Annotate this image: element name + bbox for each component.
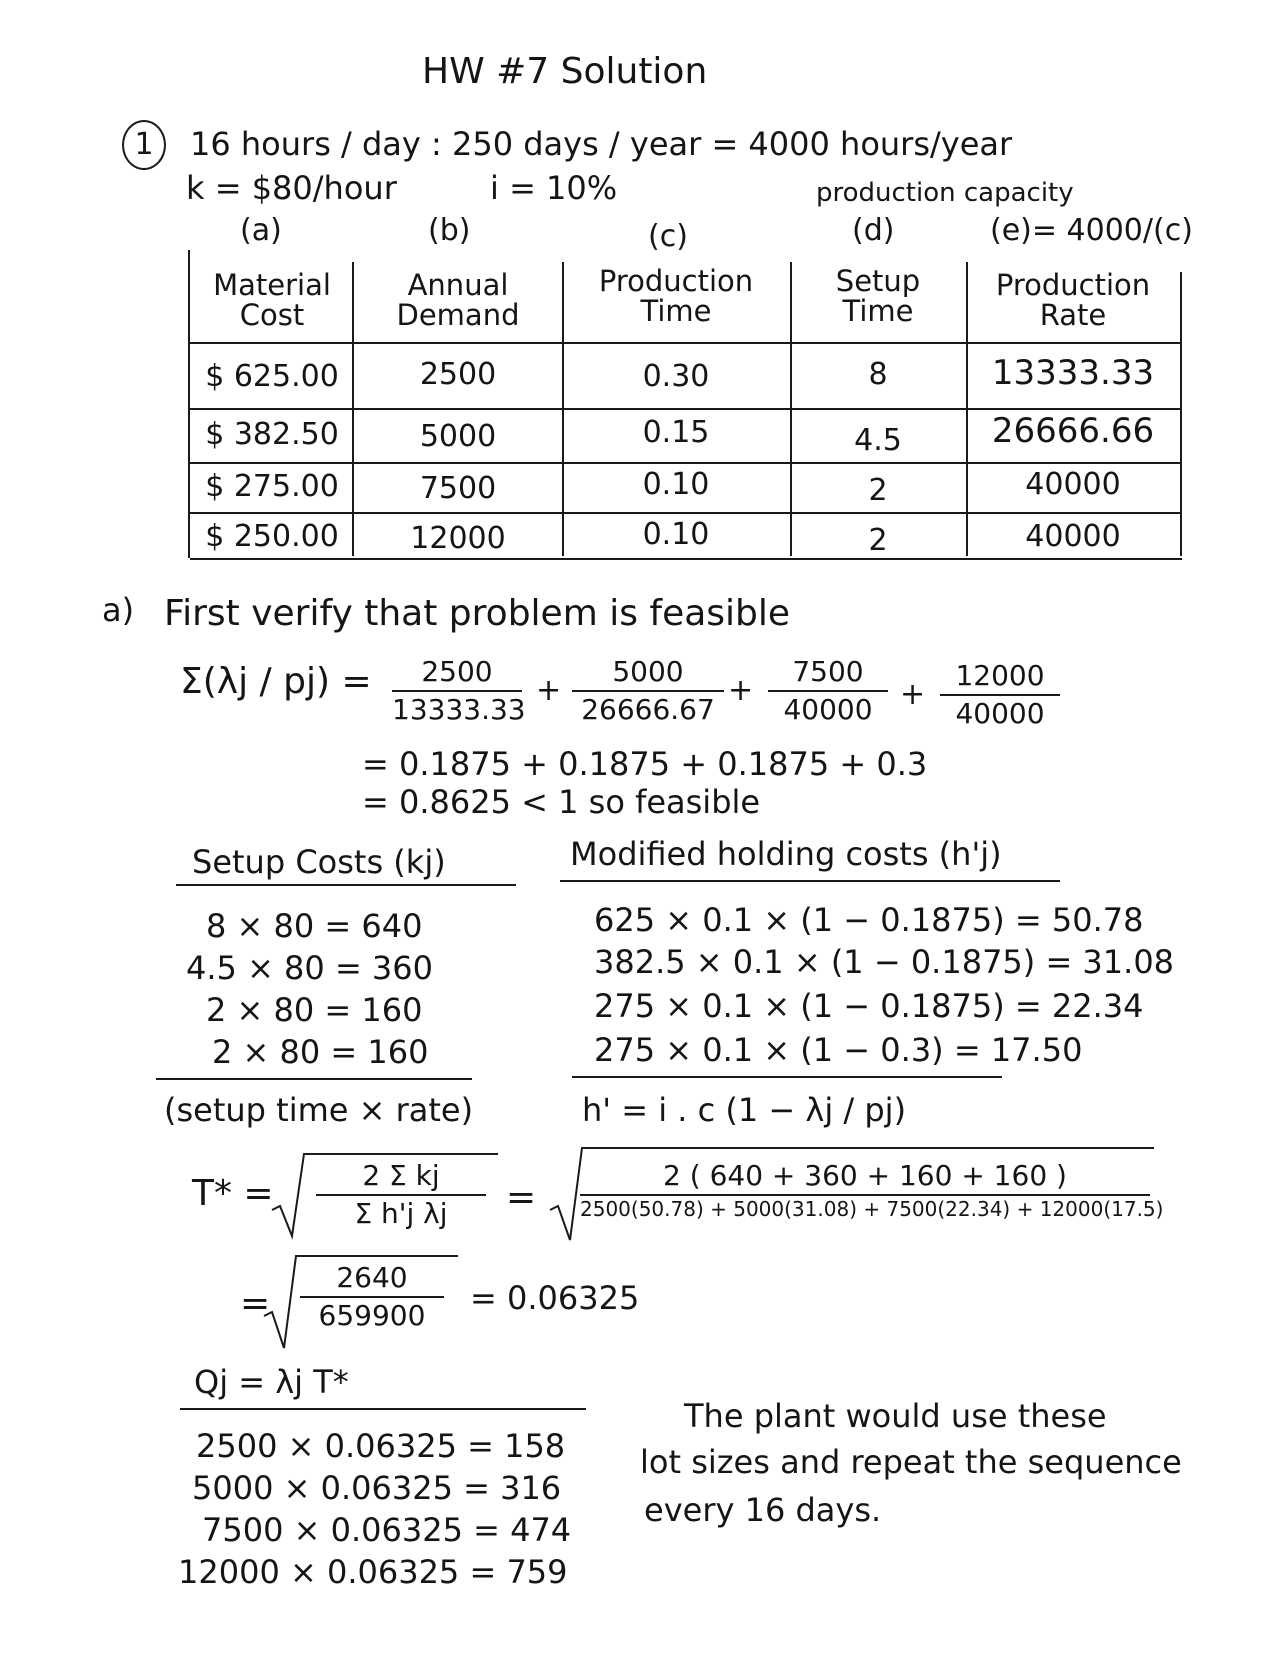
setup-cost-row: 4.5 × 80 = 360 bbox=[186, 949, 433, 987]
col-letter-e: (e)= 4000/(c) bbox=[990, 213, 1193, 248]
plus-sign: + bbox=[900, 677, 926, 712]
header-setup-time: Setup Time bbox=[835, 264, 921, 329]
setup-cost-row: 2 × 80 = 160 bbox=[212, 1033, 429, 1071]
holding-cost-row: 275 × 0.1 × (1 − 0.1875) = 22.34 bbox=[594, 987, 1144, 1025]
table-cell: $ 625.00 bbox=[205, 359, 339, 394]
lot-size-row: 2500 × 0.06325 = 158 bbox=[196, 1427, 566, 1465]
table-row-rule-3 bbox=[190, 512, 1182, 514]
given-hours-line: 16 hours / day : 250 days / year = 4000 hours/year bbox=[190, 125, 1013, 163]
table-cell: 8 bbox=[868, 357, 888, 392]
header-annual-demand: Annual Demand bbox=[396, 268, 520, 333]
holding-costs-rule bbox=[560, 880, 1060, 882]
fraction-4: 12000 40000 bbox=[940, 660, 1060, 730]
t-star-lhs: T* = bbox=[192, 1173, 274, 1214]
table-cell: 40000 bbox=[1025, 467, 1121, 502]
col-letter-b: (b) bbox=[428, 213, 471, 248]
t-star-values-fraction: 2 ( 640 + 360 + 160 + 160 ) 2500(50.78) + 5000(31.08) + 7500(22.34) + 12000(17.5) bbox=[580, 1159, 1164, 1222]
setup-costs-rule bbox=[176, 884, 516, 886]
table-cell: 5000 bbox=[419, 419, 497, 454]
table-cell: 2500 bbox=[419, 357, 497, 392]
t-star-result: = 0.06325 bbox=[470, 1279, 640, 1317]
table-cell: 2 bbox=[868, 523, 888, 558]
table-row-rule-1 bbox=[190, 408, 1182, 410]
lot-size-row: 5000 × 0.06325 = 316 bbox=[192, 1469, 562, 1507]
table-cell: 4.5 bbox=[854, 423, 902, 458]
setup-cost-formula: (setup time × rate) bbox=[164, 1091, 474, 1129]
holding-cost-row: 275 × 0.1 × (1 − 0.3) = 17.50 bbox=[594, 1031, 1083, 1069]
given-setup-rate: k = $80/hour bbox=[186, 169, 397, 207]
header-production-rate: Production Rate bbox=[995, 268, 1151, 333]
lot-size-row: 7500 × 0.06325 = 474 bbox=[202, 1511, 572, 1549]
sum-lhs: Σ(λj / pj) = bbox=[180, 661, 372, 702]
table-cell: 40000 bbox=[1025, 519, 1121, 554]
holding-cost-row: 382.5 × 0.1 × (1 − 0.1875) = 31.08 bbox=[594, 943, 1175, 981]
table-cell: 0.10 bbox=[642, 517, 710, 552]
plus-sign: + bbox=[728, 673, 754, 708]
conclusion-line: every 16 days. bbox=[644, 1491, 882, 1529]
table-cell: 0.10 bbox=[642, 467, 710, 502]
sum-expansion: = 0.1875 + 0.1875 + 0.1875 + 0.3 bbox=[362, 745, 928, 783]
table-cell: 12000 bbox=[410, 521, 506, 556]
setup-costs-bottom-rule bbox=[156, 1078, 472, 1080]
plus-sign: + bbox=[536, 673, 562, 708]
production-capacity-note: production capacity bbox=[816, 178, 1074, 208]
holding-costs-bottom-rule bbox=[572, 1076, 1002, 1078]
header-material-cost: Material Cost bbox=[213, 268, 331, 333]
table-cell: $ 250.00 bbox=[205, 519, 339, 554]
page-title: HW #7 Solution bbox=[422, 51, 708, 92]
table-cell: 0.15 bbox=[642, 415, 710, 450]
conclusion-line: lot sizes and repeat the sequence bbox=[640, 1443, 1182, 1481]
fraction-1: 2500 13333.33 bbox=[392, 655, 526, 727]
part-a-intro: First verify that problem is feasible bbox=[164, 593, 791, 634]
table-cell: 26666.66 bbox=[991, 411, 1155, 451]
table-bottom-rule bbox=[190, 558, 1182, 560]
t-star-simplified-fraction: 2640 659900 bbox=[300, 1262, 444, 1332]
lot-size-rule bbox=[180, 1408, 586, 1410]
lot-size-row: 12000 × 0.06325 = 759 bbox=[178, 1553, 568, 1591]
problem-number: 1 bbox=[122, 120, 166, 170]
holding-cost-formula: h' = i . c (1 − λj / pj) bbox=[582, 1091, 907, 1129]
table-cell: $ 275.00 bbox=[205, 469, 339, 504]
lot-size-formula: Qj = λj T* bbox=[194, 1363, 349, 1401]
setup-cost-row: 2 × 80 = 160 bbox=[206, 991, 423, 1029]
fraction-3: 7500 40000 bbox=[768, 656, 888, 726]
col-letter-c: (c) bbox=[648, 219, 688, 254]
holding-costs-heading: Modified holding costs (h'j) bbox=[570, 835, 1002, 873]
setup-costs-heading: Setup Costs (kj) bbox=[192, 843, 446, 881]
table-cell: 13333.33 bbox=[991, 353, 1155, 393]
feasibility-result: = 0.8625 < 1 so feasible bbox=[362, 783, 761, 821]
col-letter-d: (d) bbox=[852, 213, 895, 248]
equals-sign: = bbox=[506, 1177, 537, 1218]
conclusion-line: The plant would use these bbox=[684, 1397, 1107, 1435]
part-a-label: a) bbox=[102, 591, 135, 629]
setup-cost-row: 8 × 80 = 640 bbox=[206, 907, 423, 945]
table-row-rule-2 bbox=[190, 462, 1182, 464]
fraction-2: 5000 26666.67 bbox=[572, 656, 724, 726]
given-interest-rate: i = 10% bbox=[490, 169, 618, 207]
header-production-time: Production Time bbox=[598, 264, 754, 329]
table-cell: $ 382.50 bbox=[205, 417, 339, 452]
table-header-rule bbox=[190, 342, 1182, 344]
col-letter-a: (a) bbox=[240, 213, 282, 248]
equals-sign: = bbox=[240, 1283, 271, 1324]
table-cell: 7500 bbox=[419, 471, 497, 506]
t-star-formula-fraction: 2 Σ kj Σ h'j λj bbox=[316, 1160, 486, 1230]
table-cell: 0.30 bbox=[642, 359, 710, 394]
table-cell: 2 bbox=[868, 473, 888, 508]
holding-cost-row: 625 × 0.1 × (1 − 0.1875) = 50.78 bbox=[594, 901, 1144, 939]
